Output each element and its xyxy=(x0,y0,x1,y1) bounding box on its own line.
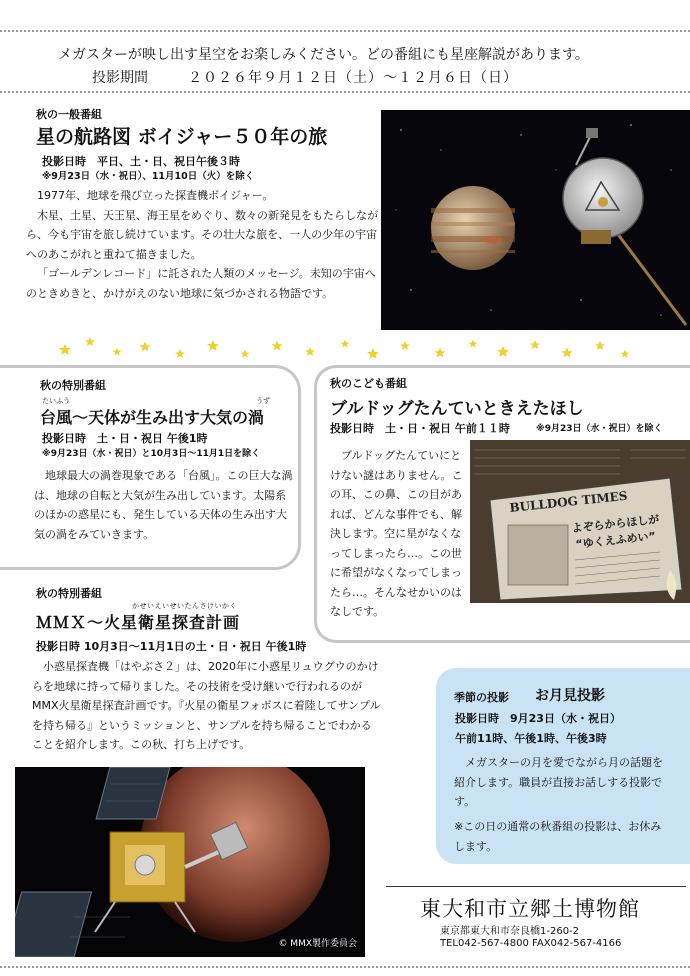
program-note: ※9月23日（水・祝日）と10月3日～11月1日を除く xyxy=(42,449,261,459)
bottom-dashed-rule xyxy=(0,966,690,968)
star-icon xyxy=(306,348,315,356)
program-description: ブルドッグたんていにとけない謎はありません。この耳、この鼻、この目があれば、どんな事件でも、解決します。空に星がなくなってしまったら…。この世に希望がなくなってしまったら…。そんなせかいのはなしです。 xyxy=(330,449,463,618)
description-paragraph: 1977年、地球を飛び立った探査機ボイジャー。 xyxy=(37,189,274,202)
museum-address: 東京都東大和市奈良橋1-260-2 xyxy=(440,926,580,937)
period-value: ２０２６年９月１２日（土）～１２月６日（日） xyxy=(188,70,518,86)
newspaper-headline: よぞらからほしが xyxy=(570,512,660,535)
image-credit: © MMX製作委員会 xyxy=(278,939,357,949)
period-label: 投影期間 xyxy=(92,70,148,86)
star-icon xyxy=(86,338,95,346)
section-label: 秋の特別番組 xyxy=(40,379,106,392)
program-description xyxy=(26,186,378,303)
intro-text: メガスターが映し出す星空をお楽しみください。どの番組にも星座解説があります。 xyxy=(58,47,589,63)
section-divider xyxy=(0,91,690,93)
program-note: ※この日の通常の秋番組の投影は、お休みします。 xyxy=(454,820,662,853)
program-time: 投影日時 土・日・祝日 午後1時 xyxy=(42,432,208,445)
star-icon xyxy=(60,345,71,355)
star-icon xyxy=(140,342,150,351)
ruby-text: かせいえいせいたんさけいかく xyxy=(132,602,237,610)
museum-name: 東大和市立郷土博物館 xyxy=(420,897,640,921)
voyager-image xyxy=(381,110,690,330)
program-time: 投影日時 平日、土・日、祝日午後３時 xyxy=(42,155,240,168)
program-title: ブルドッグたんていときえたほし xyxy=(330,399,584,419)
program-time: 投影日時 9月23日（水・祝日） xyxy=(455,712,621,725)
star-icon xyxy=(272,341,282,350)
section-label: 秋の特別番組 xyxy=(36,587,102,600)
star-icon xyxy=(562,348,572,357)
star-icon xyxy=(531,341,540,349)
newspaper-headline: “ゆくえふめい” xyxy=(574,529,657,551)
star-icon xyxy=(341,340,349,347)
star-icon xyxy=(621,350,629,357)
section-label: 秋の一般番組 xyxy=(36,108,102,121)
program-note: ※9月23日（水・祝日）、11月10日（火）を除く xyxy=(42,171,255,182)
program-time: 投影日時 土・日・祝日 午前１１時 xyxy=(330,422,510,435)
program-title: 星の航路図 ボイジャー５０年の旅 xyxy=(36,126,328,148)
footer-rule xyxy=(386,886,686,887)
ruby-text: うず xyxy=(256,397,270,405)
star-icon xyxy=(208,341,219,351)
description-paragraph: 「ゴールデンレコード」に託された人類のメッセージ。未知の宇宙へのときめきと、かけがえのない地球に気づかされる物語です。 xyxy=(26,267,376,300)
section-label: 秋のこども番組 xyxy=(330,377,407,390)
program-description: メガスターの月を愛でながら月の話題を紹介します。職員が直接お話しする投影です。 xyxy=(454,756,663,808)
mmx-spacecraft-image xyxy=(15,767,365,957)
ruby-text: たいふう xyxy=(42,397,70,405)
star-icon xyxy=(176,350,185,358)
program-title: 台風～天体が生み出す大気の渦 xyxy=(40,408,265,427)
star-icon xyxy=(469,340,477,347)
museum-phone: TEL042-567-4800 FAX042-567-4166 xyxy=(440,938,622,949)
program-time: 投影日時 10月3日～11月1日の土・日・祝日 午後1時 xyxy=(36,640,307,653)
program-title: お月見投影 xyxy=(535,688,605,704)
program-description: 小惑星探査機「はやぶさ２」は、2020年に小惑星リュウグウのかけらを地球に持って帰りました。その技術を受け継いで行われるのがMMX火星衛星探査計画です。『火星の衛星フォボスに着陸してサンプルを持ち帰る』というミッションと、サンプルを持ち帰ることでわかることを紹介します。この秋、打ち上げです。 xyxy=(32,660,381,751)
star-icon xyxy=(368,349,379,359)
section-label: 季節の投影 xyxy=(454,691,509,704)
star-icon xyxy=(113,348,121,355)
star-icon xyxy=(401,342,410,350)
star-decoration-row xyxy=(55,334,635,364)
program-time-detail: 午前11時、午後1時、午後3時 xyxy=(455,732,607,745)
star-icon xyxy=(241,350,249,357)
star-icon xyxy=(596,342,605,350)
program-description: 地球最大の渦巻現象である「台風」。この巨大な渦は、地球の自転と大気が生み出しています。太陽系のほかの惑星にも、発生している天体の生み出す大気の渦をみていきます。 xyxy=(34,469,293,541)
star-icon xyxy=(435,348,445,357)
bulldog-book-image xyxy=(470,440,690,603)
top-dashed-rule xyxy=(0,30,690,32)
program-title: ＭＭＸ～火星衛星探査計画 xyxy=(36,613,241,632)
newspaper-name: BULLDOG TIMES xyxy=(508,488,629,515)
program-note: ※9月23日（水・祝日）を除く xyxy=(536,424,663,434)
star-icon xyxy=(498,347,509,357)
description-paragraph: 木星、土星、天王星、海王星をめぐり、数々の新発見をもたらしながら、今も宇宙を旅し続けています。その壮大な旅を、一人の少年の宇宙へのあこがれと重ねて描きました。 xyxy=(26,208,378,261)
